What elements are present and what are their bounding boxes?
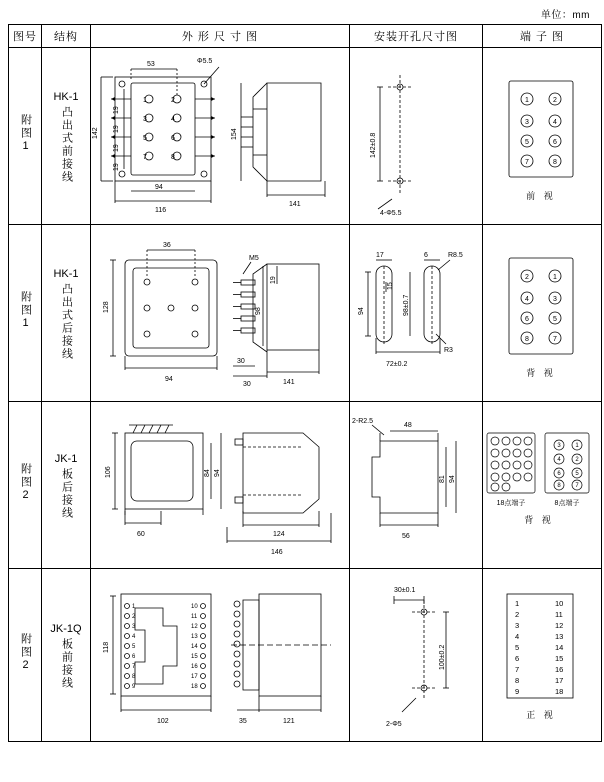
dim-106: 106 <box>105 466 112 478</box>
unit-note: 单位：mm <box>540 10 590 21</box>
term-5-r2: 5 <box>553 316 557 323</box>
r4t-7: 7 <box>515 665 520 674</box>
term-3: 3 <box>525 119 529 126</box>
row3-no-label: 附图2 <box>19 462 32 503</box>
row2-no <box>9 225 42 402</box>
dim-2phi5: 2-Φ5 <box>386 721 402 728</box>
r4-rp-11: 11 <box>191 614 198 620</box>
spec-table <box>8 24 602 742</box>
r4t-17: 17 <box>555 676 564 685</box>
row4-outline <box>91 569 350 742</box>
dim-30b: 30 <box>243 381 251 388</box>
dim-48: 48 <box>404 422 412 429</box>
dim-124: 124 <box>273 531 285 538</box>
term-8-r2: 8 <box>525 336 529 343</box>
row1-hole <box>350 48 483 225</box>
term-4: 4 <box>553 119 557 126</box>
r4t-10: 10 <box>555 599 564 608</box>
dim-141-r2: 141 <box>283 379 295 386</box>
r4t-15: 15 <box>555 654 564 663</box>
header-terminal: 端 子 图 <box>483 25 602 48</box>
r4t-12: 12 <box>555 621 564 630</box>
row4-no <box>9 569 42 742</box>
row4-term-caption: 正 视 <box>526 710 556 720</box>
dim-19a: 19 <box>113 106 120 114</box>
row1-no-label: 附图1 <box>19 113 32 154</box>
r4-rp-10: 10 <box>191 604 198 610</box>
row2-term-caption: 背 视 <box>526 368 556 378</box>
row3-term-caption: 背 视 <box>524 515 554 525</box>
header-no: 图号 <box>9 25 42 48</box>
dim-2r25: 2-R2.5 <box>352 418 374 425</box>
r4-rp-17: 17 <box>191 674 198 680</box>
row4-outline-drawing <box>91 570 347 740</box>
r3-term-1: 1 <box>575 443 579 449</box>
row2-struct <box>42 225 91 402</box>
dim-30tol: 30±0.1 <box>394 587 416 594</box>
dim-98: 98 <box>255 307 262 315</box>
r3-term-4: 4 <box>557 457 561 463</box>
r3-term-5: 5 <box>575 471 579 477</box>
row1-outline <box>91 48 350 225</box>
row1-terminal-drawing <box>483 49 599 223</box>
term-7: 7 <box>525 159 529 166</box>
row4-terminal <box>483 569 602 742</box>
term-5: 5 <box>525 139 529 146</box>
dim-100tol: 100±0.2 <box>439 644 446 670</box>
row1-struct-model: HK-1 <box>53 91 79 103</box>
dim-15: 15 <box>387 282 394 290</box>
dim-19-r2: 19 <box>270 276 277 284</box>
row1-struct <box>42 48 91 225</box>
r4t-3: 3 <box>515 621 520 630</box>
table-row <box>9 402 602 569</box>
dim-141: 141 <box>289 201 301 208</box>
row4-hole-drawing <box>350 570 480 740</box>
dim-94: 94 <box>155 184 163 191</box>
dim-phi55: Φ5.5 <box>197 58 213 65</box>
r4-rp-16: 16 <box>191 664 198 670</box>
dim-19c: 19 <box>113 144 120 152</box>
table-header-row <box>9 25 602 48</box>
term-6: 6 <box>553 139 557 146</box>
row1-no <box>9 48 42 225</box>
r4-lp-3: 3 <box>132 624 136 630</box>
dim-116: 116 <box>155 207 167 214</box>
header-hole: 安装开孔尺寸图 <box>350 25 483 48</box>
term-3-r2: 3 <box>553 296 557 303</box>
dim-154: 154 <box>231 128 238 140</box>
r4t-4: 4 <box>515 632 520 641</box>
dim-4phi55: 4-Φ5.5 <box>380 210 402 217</box>
row2-struct-model: HK-1 <box>53 268 79 280</box>
r4t-8: 8 <box>515 676 520 685</box>
table-row <box>9 225 602 402</box>
term-1: 1 <box>525 97 529 104</box>
row4-struct-model: JK-1Q <box>50 623 82 635</box>
dim-56: 56 <box>402 533 410 540</box>
r4t-2: 2 <box>515 610 520 619</box>
r4t-13: 13 <box>555 632 564 641</box>
dim-94-r3h: 94 <box>449 475 456 483</box>
row2-no-label: 附图1 <box>19 290 32 331</box>
r4t-9: 9 <box>515 687 520 696</box>
dim-30a: 30 <box>237 358 245 365</box>
dim-19d: 19 <box>113 163 120 171</box>
row3-struct <box>42 402 91 569</box>
row2-outline-drawing <box>91 226 347 400</box>
row3-hole <box>350 402 483 569</box>
r4-lp-7: 7 <box>132 664 136 670</box>
term-8: 8 <box>553 159 557 166</box>
r4-lp-8: 8 <box>132 674 136 680</box>
pin-3: 3 <box>143 116 147 123</box>
pin-4: 4 <box>171 116 175 123</box>
r4t-14: 14 <box>555 643 564 652</box>
r4-rp-13: 13 <box>191 634 198 640</box>
pin-2: 2 <box>171 97 175 104</box>
table-row <box>9 569 602 742</box>
r4-lp-9: 9 <box>132 684 136 690</box>
row2-hole <box>350 225 483 402</box>
dim-142: 142 <box>92 127 99 139</box>
term-6-r2: 6 <box>525 316 529 323</box>
term-7-r2: 7 <box>553 336 557 343</box>
dim-35: 35 <box>239 718 247 725</box>
dim-36: 36 <box>163 242 171 249</box>
r4t-6: 6 <box>515 654 520 663</box>
pin-8: 8 <box>171 154 175 161</box>
row1-struct-desc: 凸出式前接线 <box>60 106 73 184</box>
row3-struct-desc: 板后接线 <box>60 468 73 520</box>
dim-72tol: 72±0.2 <box>386 361 408 368</box>
r4-rp-12: 12 <box>191 624 198 630</box>
r4t-18: 18 <box>555 687 564 696</box>
term-2-r2: 2 <box>525 274 529 281</box>
header-outline: 外 形 尺 寸 图 <box>91 25 350 48</box>
row2-struct-desc: 凸出式后接线 <box>60 283 73 361</box>
label-8-term: 8点端子 <box>554 500 580 507</box>
dim-94-r2h: 94 <box>358 307 365 315</box>
dim-98tol: 98±0.7 <box>403 294 410 316</box>
r4-lp-1: 1 <box>132 604 136 610</box>
row4-no-label: 附图2 <box>19 632 32 673</box>
row3-terminal <box>483 402 602 569</box>
table-row <box>9 48 602 225</box>
r4-lp-2: 2 <box>132 614 136 620</box>
header-struct: 结构 <box>42 25 91 48</box>
r4-lp-4: 4 <box>132 634 136 640</box>
r4-rp-18: 18 <box>191 684 198 690</box>
r4t-1: 1 <box>515 599 520 608</box>
r4t-11: 11 <box>555 610 563 619</box>
dim-r85: R8.5 <box>448 252 463 259</box>
row4-struct <box>42 569 91 742</box>
row4-terminal-drawing <box>483 570 599 740</box>
r4-lp-6: 6 <box>132 654 136 660</box>
r4-rp-15: 15 <box>191 654 198 660</box>
dim-60: 60 <box>137 531 145 538</box>
r4t-5: 5 <box>515 643 520 652</box>
pin-5: 5 <box>143 135 147 142</box>
r3-term-7: 7 <box>575 483 579 489</box>
row1-hole-drawing <box>350 49 480 223</box>
row3-terminal-drawing <box>483 403 599 567</box>
dim-6: 6 <box>424 252 428 259</box>
r3-term-2: 2 <box>575 457 579 463</box>
dim-17: 17 <box>376 252 384 259</box>
r4-rp-14: 14 <box>191 644 198 650</box>
r3-term-8: 8 <box>557 483 561 489</box>
dim-84: 84 <box>204 469 211 477</box>
row4-hole <box>350 569 483 742</box>
row2-outline <box>91 225 350 402</box>
pin-6: 6 <box>171 135 175 142</box>
row4-struct-desc: 板前接线 <box>60 638 73 690</box>
dim-m5: M5 <box>249 255 259 262</box>
term-1-r2: 1 <box>553 274 557 281</box>
row3-struct-model: JK-1 <box>54 453 78 465</box>
row1-term-caption: 前 视 <box>526 191 556 201</box>
dim-128: 128 <box>103 301 110 313</box>
dim-19b: 19 <box>113 125 120 133</box>
row3-outline <box>91 402 350 569</box>
dim-121: 121 <box>283 718 295 725</box>
row1-terminal <box>483 48 602 225</box>
r4-lp-5: 5 <box>132 644 136 650</box>
row3-hole-drawing <box>350 403 480 567</box>
dim-94-r2: 94 <box>165 376 173 383</box>
pin-1: 1 <box>143 97 147 104</box>
row3-no <box>9 402 42 569</box>
dim-53: 53 <box>147 61 155 68</box>
dim-81: 81 <box>439 475 446 483</box>
row2-terminal-drawing <box>483 226 599 400</box>
dim-118: 118 <box>103 641 110 653</box>
pin-7: 7 <box>143 154 147 161</box>
term-4-r2: 4 <box>525 296 529 303</box>
row3-outline-drawing <box>91 403 347 567</box>
row2-terminal <box>483 225 602 402</box>
dim-94-r3: 94 <box>214 469 221 477</box>
row1-outline-drawing <box>91 49 347 223</box>
dim-146: 146 <box>271 549 283 556</box>
dim-142-tol: 142±0.8 <box>370 132 377 158</box>
r4t-16: 16 <box>555 665 564 674</box>
r3-term-6: 6 <box>557 471 561 477</box>
dim-102: 102 <box>157 718 169 725</box>
dim-r3: R3 <box>444 347 453 354</box>
row2-hole-drawing <box>350 226 480 400</box>
label-18-term: 18点端子 <box>496 500 526 507</box>
term-2: 2 <box>553 97 557 104</box>
r3-term-3: 3 <box>557 443 561 449</box>
